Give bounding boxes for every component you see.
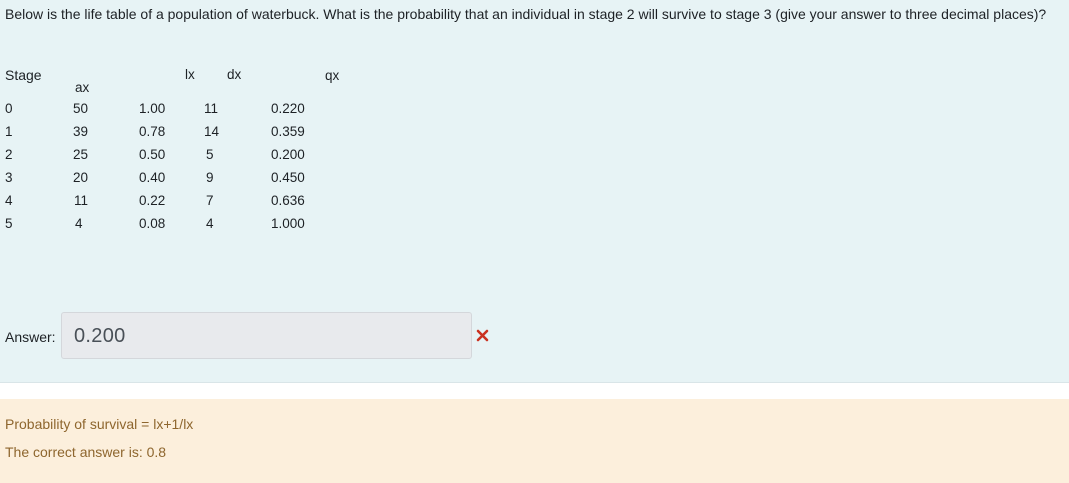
answer-value: 0.200 xyxy=(74,325,126,347)
cell-stage: 4 xyxy=(5,193,13,208)
cell-qx: 0.450 xyxy=(271,170,305,185)
cell-stage: 2 xyxy=(5,147,13,162)
cell-lx: 0.50 xyxy=(139,147,166,162)
correct-answer-text: The correct answer is: 0.8 xyxy=(5,444,167,460)
cell-lx: 0.22 xyxy=(139,193,166,208)
feedback-formula: Probability of survival = lx+1/lx xyxy=(5,416,194,432)
cell-stage: 0 xyxy=(5,101,13,116)
cell-lx: 1.00 xyxy=(139,101,166,116)
cross-icon xyxy=(476,329,489,342)
cell-dx: 5 xyxy=(206,147,214,162)
header-dx: dx xyxy=(227,67,242,82)
cell-qx: 0.359 xyxy=(271,124,305,139)
cell-qx: 0.200 xyxy=(271,147,305,162)
cell-ax: 50 xyxy=(73,101,89,116)
cell-lx: 0.40 xyxy=(139,170,166,185)
cell-stage: 3 xyxy=(5,170,13,185)
answer-label: Answer: xyxy=(5,329,56,345)
cell-dx: 7 xyxy=(206,193,214,208)
cell-ax: 20 xyxy=(73,170,89,185)
cell-stage: 1 xyxy=(5,124,13,139)
header-lx: lx xyxy=(185,67,195,82)
cell-dx: 11 xyxy=(204,101,219,116)
cell-ax: 39 xyxy=(73,124,89,139)
cell-dx: 9 xyxy=(206,170,214,185)
cell-dx: 4 xyxy=(206,216,214,231)
header-qx: qx xyxy=(325,68,340,83)
cell-qx: 1.000 xyxy=(271,216,305,231)
cell-qx: 0.636 xyxy=(271,193,305,208)
question-text: Below is the life table of a population of waterbuck. What is the probability that an individual in stage 2 will survive to stage 3 (give your answer to three decimal places)? xyxy=(5,6,1047,22)
cell-ax: 11 xyxy=(74,193,89,208)
answer-input[interactable] xyxy=(61,312,472,359)
header-stage: Stage xyxy=(5,67,42,83)
cell-ax: 4 xyxy=(75,216,83,231)
cell-qx: 0.220 xyxy=(271,101,305,116)
cell-dx: 14 xyxy=(204,124,220,139)
cell-stage: 5 xyxy=(5,216,13,231)
feedback-panel xyxy=(0,399,1069,483)
header-ax: ax xyxy=(75,80,90,95)
cell-ax: 25 xyxy=(73,147,89,162)
cell-lx: 0.08 xyxy=(139,216,166,231)
divider xyxy=(0,382,1069,383)
cell-lx: 0.78 xyxy=(139,124,166,139)
